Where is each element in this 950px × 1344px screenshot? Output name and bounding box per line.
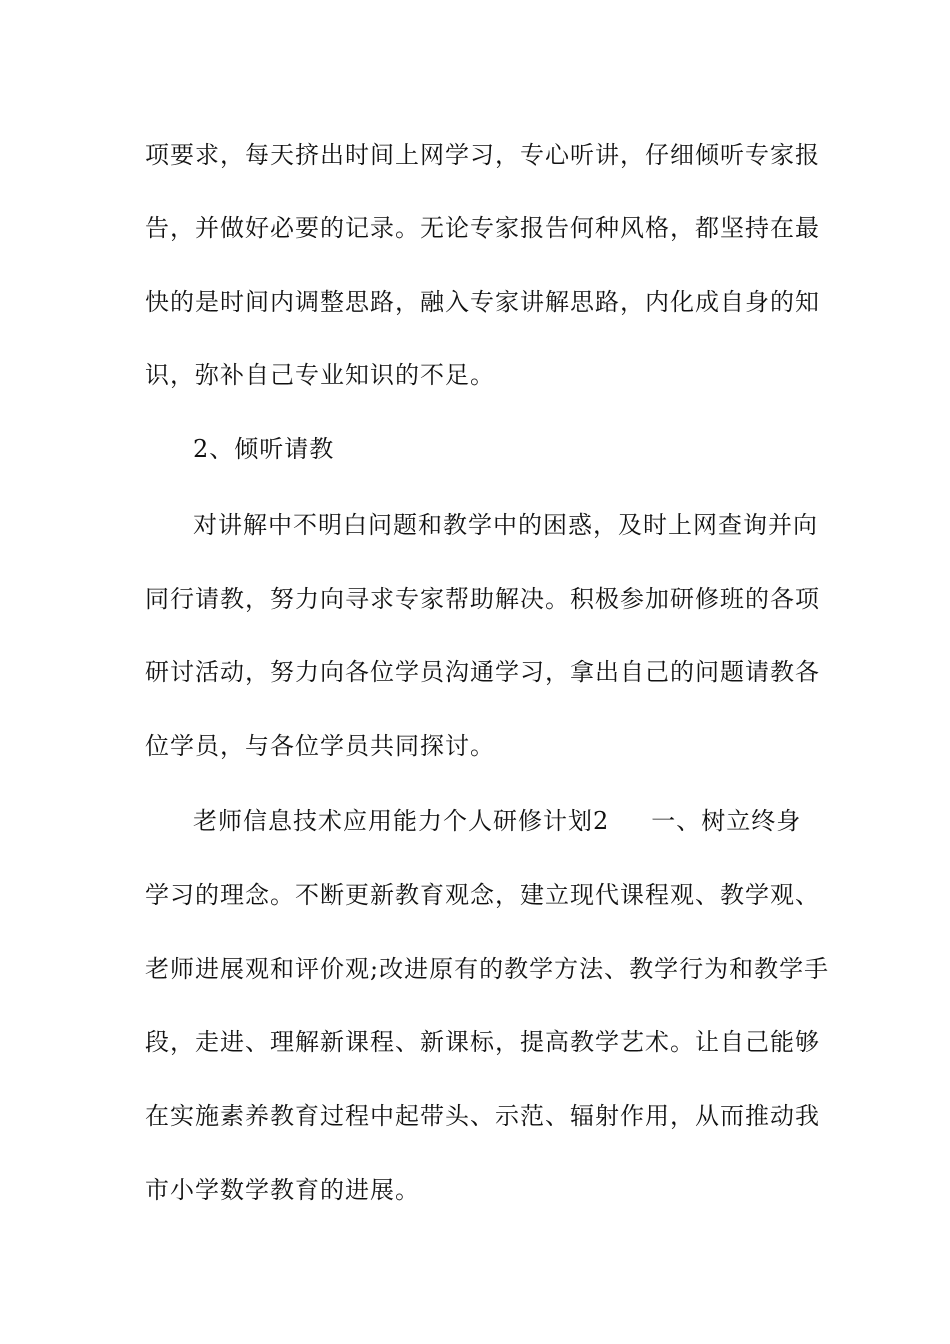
text-line: 对讲解中不明白问题和教学中的困惑，及时上网查询并向 <box>193 511 818 539</box>
text-line: 学习的理念。不断更新教育观念，建立现代课程观、教学观、 <box>145 881 820 909</box>
text-line: 识，弥补自己专业知识的不足。 <box>145 361 495 389</box>
text-line <box>193 806 801 836</box>
section-heading: 一、树立终身 <box>651 807 802 835</box>
text-line: 位学员，与各位学员共同探讨。 <box>145 732 495 760</box>
text-line: 告，并做好必要的记录。无论专家报告何种风格，都坚持在最 <box>145 214 820 242</box>
text-line: 市小学数学教育的进展。 <box>145 1176 420 1204</box>
text-line: 项要求，每天挤出时间上网学习，专心听讲，仔细倾听专家报 <box>145 141 820 169</box>
text-line: 段，走进、理解新课程、新课标，提高教学艺术。让自己能够 <box>145 1028 820 1056</box>
text-line: 研讨活动，努力向各位学员沟通学习，拿出自己的问题请教各 <box>145 658 820 686</box>
text-line: 快的是时间内调整思路，融入专家讲解思路，内化成自身的知 <box>145 288 820 316</box>
section-heading: 2、倾听请教 <box>193 435 335 463</box>
text-line: 同行请教，努力向寻求专家帮助解决。积极参加研修班的各项 <box>145 585 820 613</box>
plan-title: 老师信息技术应用能力个人研修计划2 <box>193 807 610 835</box>
text-line: 老师进展观和评价观;改进原有的教学方法、教学行为和教学手 <box>145 955 830 983</box>
text-line: 在实施素养教育过程中起带头、示范、辐射作用，从而推动我 <box>145 1102 820 1130</box>
